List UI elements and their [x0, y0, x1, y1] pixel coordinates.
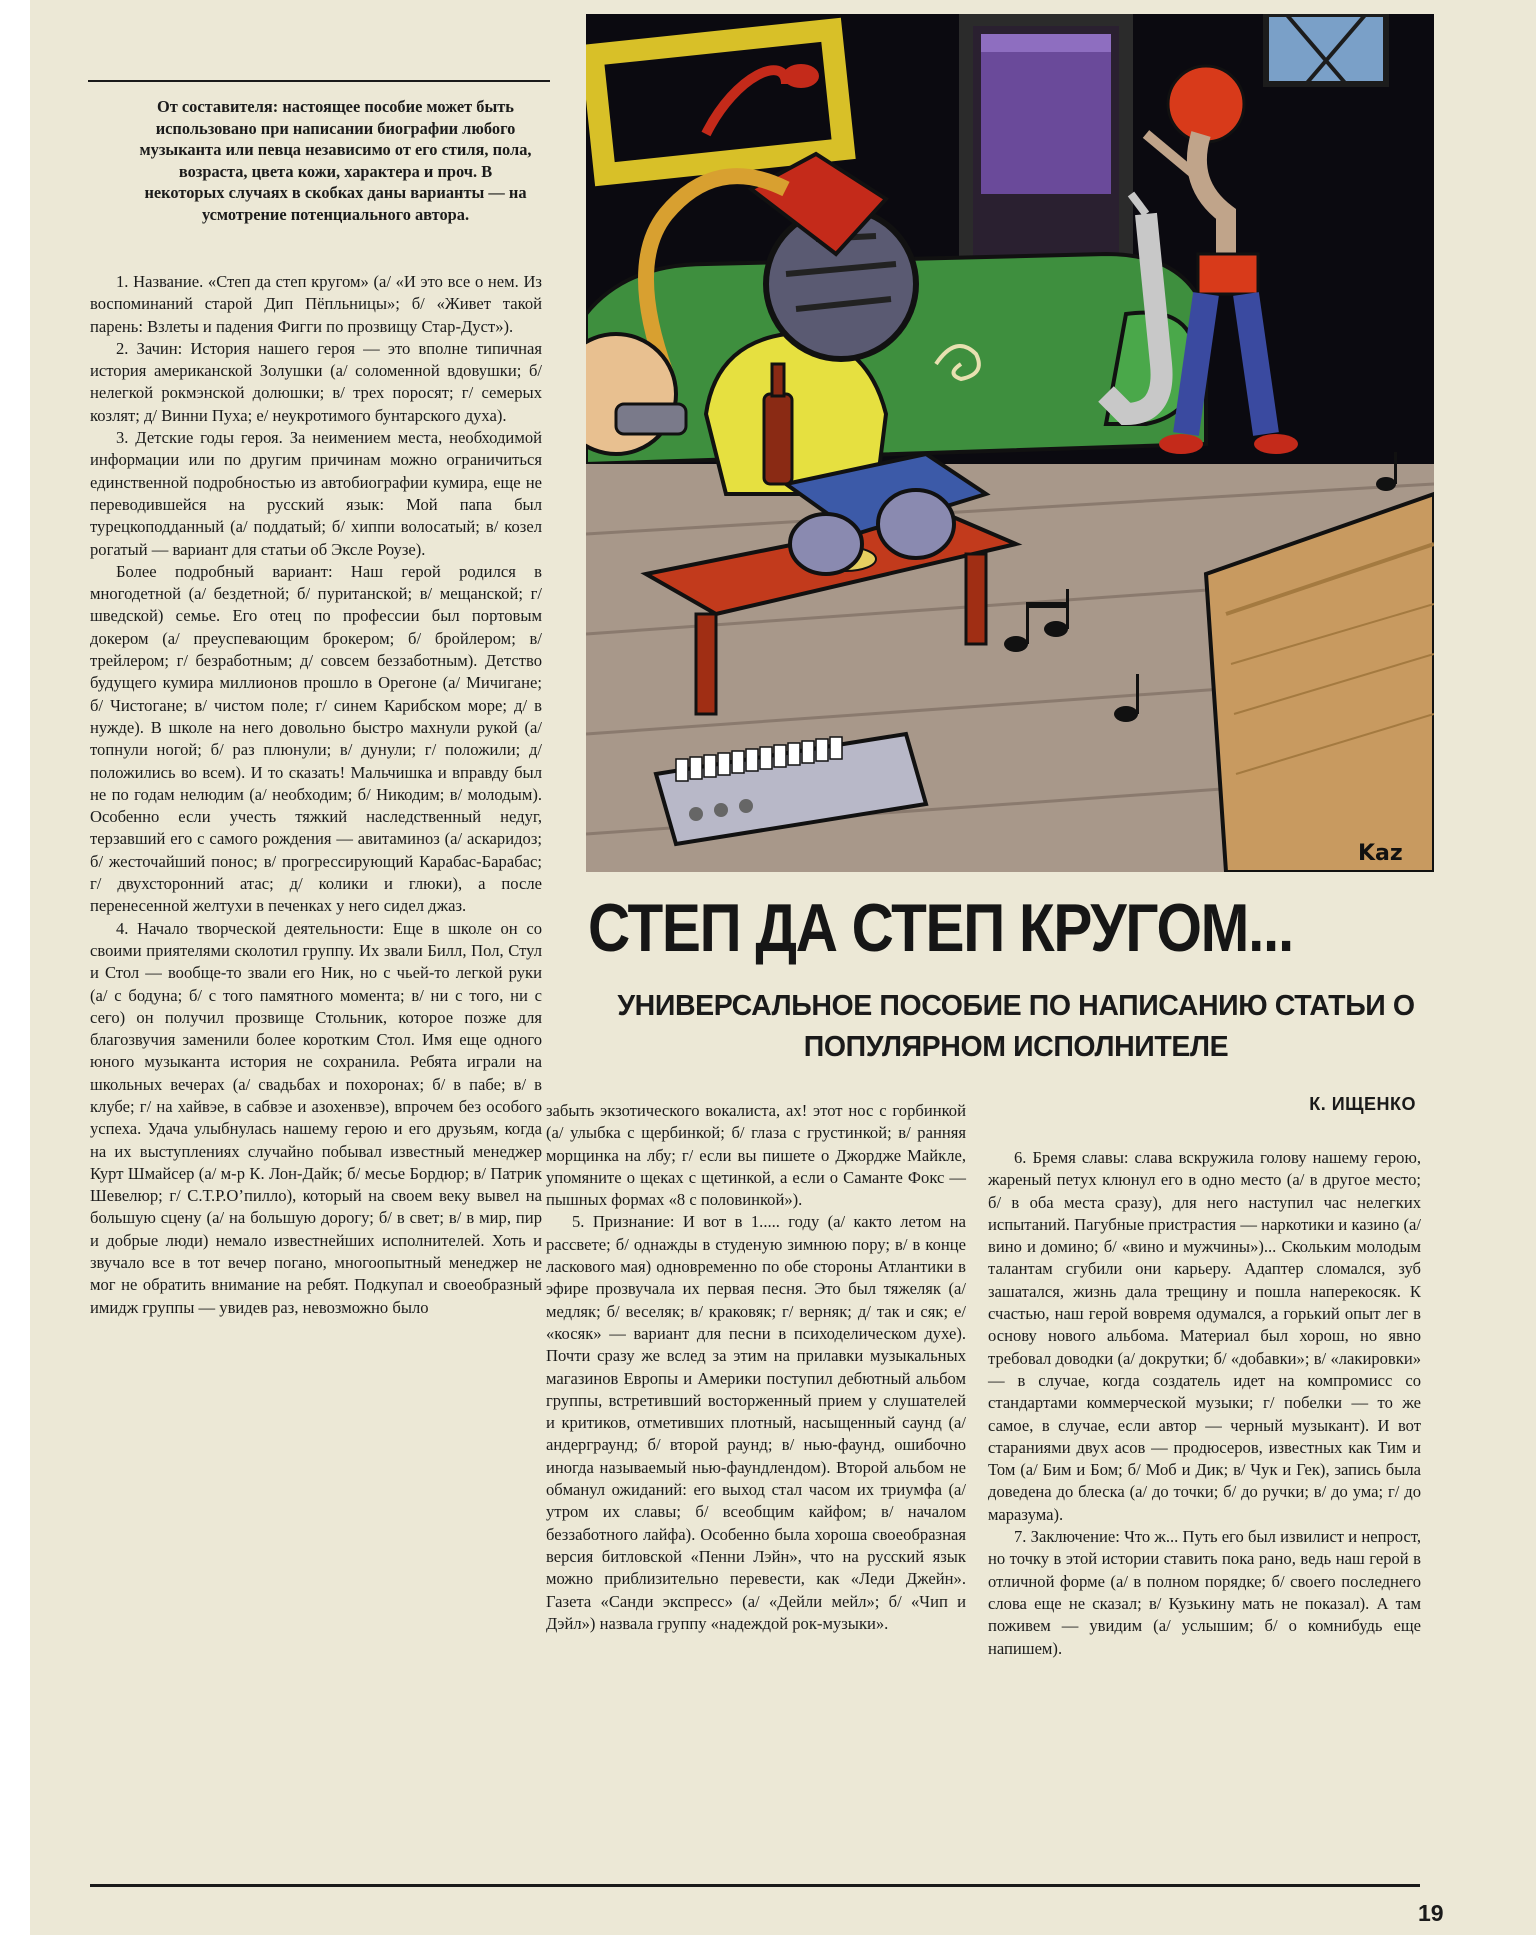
top-left-rule [88, 80, 550, 82]
paragraph: Более подробный вариант: Наш герой родился в многодетной (а/ бездетной; б/ пуританской; в/ мещанской; г/ шведской) семье. Его отец по профессии был портовым докером (а/ преуспевающим брокером; б/ бройлером; в/ трейлером; г/ безработным; д/ совсем беззаботным). Детство будущего кумира миллионов прошло в Орегоне (а/ Мичигане; б/ Чистогане; в/ чистом поле; г/ синем Карибском море; д/ в нужде). В школе на него довольно быстро махнули рукой (а/ топнули ногой; б/ раз плюнули; в/ дунули; г/ положили; д/ положились во всем). И то сказать! Мальчишка и вправду был не по годам нелюдим (а/ необходим; б/ Никодим; в/ молодым). Особенно если учесть тяжкий наследственный недуг, терзавший его с самого рождения — авитаминоз (а/ аскаридоз; б/ жесточайший понос; в/ прогрессирующий Карабас-Барабас; г/ двухсторонний атас; д/ колики и глюки), а после перенесенной желтухи в печенках у него сидел джаз. [90, 561, 542, 916]
cartoon-illustration-svg [586, 14, 1434, 872]
page-number: 19 [1418, 1900, 1444, 1926]
column-2 [546, 1100, 966, 1635]
bottom-rule [90, 1884, 1420, 1887]
artist-signature: Kaz [1358, 841, 1403, 866]
column-1 [90, 271, 542, 1319]
cartoon-illustration [586, 14, 1434, 872]
column-3 [988, 1147, 1421, 1660]
subtitle: УНИВЕРСАЛЬНОЕ ПОСОБИЕ ПО НАПИСАНИЮ СТАТЬИ О ПОПУЛЯРНОМ ИСПОЛНИТЕЛЕ [617, 990, 1415, 1063]
paragraph: 6. Бремя славы: слава вскружила голову нашему герою, жареный петух клюнул его в одно место (а/ в другое место; б/ в оба места сразу), для него наступил час нелегких испытаний. Пагубные пристрастия — наркотики и казино (а/ вино и домино; б/ «вино и мужчины»)... Скольким молодым талантам сгубили они карьеру. Адаптер сломался, зуб зашатался, жизнь дала трещину и пошла наперекосяк. К счастью, наш герой вовремя одумался, а горький опыт лег в основу нового альбома. Материал был хорош, но явно требовал доводки (а/ докрутки; б/ «добавки»; в/ «лакировки» — в случае, когда создатель идет на компромисс со стандартами коммерческой музыки; г/ побелки — то же самое, в случае, если автор — черный музыкант). И вот стараниями двух асов — продюсеров, известных как Тим и Том (а/ Бим и Бом; б/ Моб и Дик; в/ Чук и Гек), запись была доведена до блеска (а/ до точки; б/ до ручки; в/ до ума; г/ до маразума). [988, 1148, 1421, 1524]
paragraph: 2. Зачин: История нашего героя — это вполне типичная история американской Золушки (а/ соломенной вдовушки; б/ нелегкой рокмэнской долюшки; в/ трех поросят; г/ семерых козлят; д/ Винни Пуха; е/ неукротимого бунтарского духа). [90, 338, 542, 425]
paragraph: 5. Признание: И вот в 1..... году (а/ както летом на рассвете; б/ однажды в студеную зимнюю пору; в/ в конце ласкового мая) одновременно по обе стороны Атлантики в эфире прозвучала их первая песня. Это был тяжеляк (а/ медляк; б/ веселяк; в/ краковяк; г/ верняк; д/ так и сяк; е/ «косяк» — вариант для песни в психоделическом духе). Почти сразу же вслед за этим на прилавки музыкальных магазинов Европы и Америки поступил дебютный альбом группы, встретивший восторженный прием у слушателей и критиков, отметивших плотный, насыщенный саунд (а/ андерграунд; б/ второй раунд; в/ нью-фаунд, ошибочно иногда называемый нью-фаундлендом). Второй альбом не обманул ожиданий: его выход стал часом их триумфа (а/ утром их славы; б/ всеобщим кайфом; в/ началом беззаботного лайфа). Особенно была хороша своеобразная версия битловской «Пенни Лэйн», что на русский язык можно приблизительно перевести, как «Леди Джейн». Газета «Санди экспресс» (а/ «Дейли мейл»; б/ «Чип и Дэйл») назвала группу «надеждой рок-музыки». [546, 1212, 966, 1633]
paragraph: 4. Начало творческой деятельности: Еще в школе он со своими приятелями сколотил группу. Их звали Билл, Пол, Стул и Стол — вообще-то звали его Ник, но с чьей-то легкой руки (а/ с бодуна; б/ с того памятного момента; в/ ни с того, ни с сего) он получил прозвище Стольник, которое позже для благозвучия заменили более коротким Стол. Имя еще одного юного музыканта история не сохранила. Ребята играли на школьных вечерах (а/ свадьбах и похоронах; б/ в пабе; в/ в клубе; г/ на хайвэе, в сабвэе и азохенвэе), впрочем без особого успеха. Удача улыбнулась нашему герою и его друзьям, когда на их выступлениях случайно побывал известный менеджер Курт Шмайсер (а/ м-р К. Лон-Дайк; б/ месье Бордюр; в/ Патрик Шевелюр; г/ С.Т.Р.О’пилло), который на своем веку вывел на большую сцену (а/ на большую дорогу; б/ в свет; в/ в мир, пир и добрые люди) немало известнейших исполнителей. Хоть и звучало все в тот вечер погано, многоопытный менеджер не мог не обратить внимание на ребят. Подкупал и своеобразный имидж группы — увидев раз, невозможно было [90, 918, 542, 1317]
paragraph: 3. Детские годы героя. За неимением места, необходимой информации или по другим причинам можно ограничиться единственной подробностью из автобиографии кумира, еще не переводившейся на русский язык: Мой папа был турецкоподданный (а/ поддатый; б/ хиппи волосатый; в/ козел рогатый — вариант для статьи об Эксле Роузе). [90, 428, 542, 559]
paragraph: забыть экзотического вокалиста, ах! этот нос с горбинкой (а/ улыбка с щербинкой; б/ глаза с грустинкой; в/ ранняя морщинка на лбу; г/ если вы пишете о Джордже Майкле, упомяните о щеках с щетинкой, а если о Саманте Фокс — пышных формах «8 с половинкой»). [546, 1101, 966, 1210]
author-byline: К. ИЩЕНКО [1309, 1094, 1416, 1114]
paragraph: 7. Заключение: Что ж... Путь его был извилист и непрост, но точку в этой истории ставить пока рано, ведь наш герой в отличной форме (а/ в полном порядке; б/ своего последнего слова еще не сказал; в/ Кузькину мать не показал). А там поживем — увидим (а/ услышим; б/ о комнибудь еще напишем). [988, 1527, 1421, 1658]
headline: СТЕП ДА СТЕП КРУГОМ... [588, 890, 1293, 966]
magazine-page [30, 0, 1536, 1935]
editor-note: От составителя: настоящее пособие может быть использовано при написании биографии любого музыканта или певца независимо от его стиля, пола, возраста, цвета кожи, характера и проч. В некоторых случаях в скобках даны варианты — на усмотрение потенциального автора. [139, 97, 532, 224]
paragraph: 1. Название. «Степ да степ кругом» (а/ «И это все о нем. Из воспоминаний старой Дип Пёпльницы»; б/ «Живет такой парень: Взлеты и падения Фигги по прозвищу Стар-Дуст»). [90, 272, 542, 336]
